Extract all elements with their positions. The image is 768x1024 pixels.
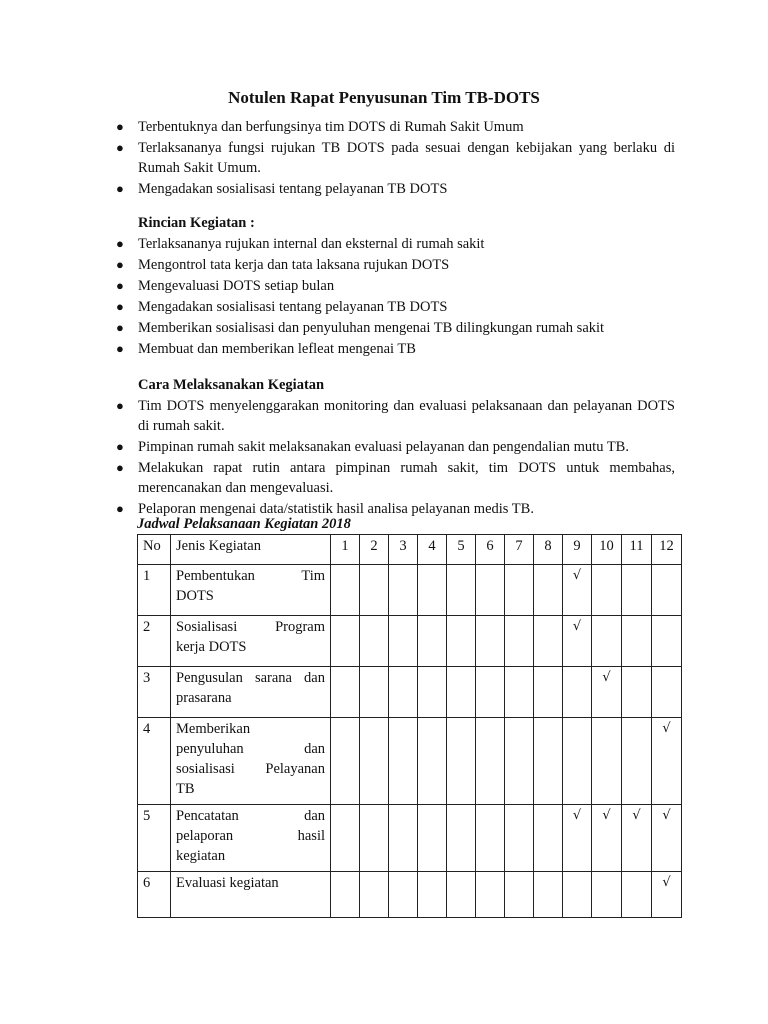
month-cell — [652, 667, 682, 718]
month-cell — [389, 616, 418, 667]
month-cell — [447, 667, 476, 718]
table-row — [138, 565, 682, 616]
month-cell — [592, 718, 622, 805]
row-number: 4 — [138, 718, 171, 805]
month-cell — [622, 718, 652, 805]
activity-name — [171, 872, 331, 918]
activity-name-line — [176, 617, 325, 637]
cara-list — [113, 396, 675, 520]
activity-name — [171, 667, 331, 718]
list-item: ● Terlaksananya fungsi rujukan TB DOTS pada sesuai dengan kebijakan yang berlaku di Rumah Sakit Umum. — [116, 140, 675, 176]
month-cell — [418, 805, 447, 872]
document-title: Notulen Rapat Penyusunan Tim TB-DOTS — [228, 88, 540, 107]
month-cell — [534, 805, 563, 872]
month-cell — [505, 616, 534, 667]
month-cell — [505, 805, 534, 872]
activity-name-word: pelaporan — [176, 828, 234, 844]
activity-name-word: Pengusulan — [176, 670, 243, 686]
schedule-body — [138, 535, 682, 918]
activity-name-line: Evaluasi kegiatan — [176, 875, 279, 891]
month-cell — [389, 718, 418, 805]
list-item: ● Mengadakan sosialisasi tentang pelayanan TB DOTS — [116, 181, 448, 197]
row-number: 5 — [138, 805, 171, 872]
month-cell — [447, 872, 476, 918]
month-cell — [534, 667, 563, 718]
month-cell — [360, 616, 389, 667]
table-row — [138, 718, 682, 805]
month-cell — [652, 872, 682, 918]
column-header-month: 10 — [592, 535, 622, 565]
rincian-heading: Rincian Kegiatan : — [138, 215, 255, 231]
activity-name-word: Pembentukan — [176, 568, 255, 584]
bullet-icon: ● — [116, 257, 124, 272]
list-item: ● Pimpinan rumah sakit melaksanakan evaluasi pelayanan dan pengendalian mutu TB. — [116, 439, 629, 455]
row-number: 1 — [138, 565, 171, 616]
month-cell — [447, 616, 476, 667]
bullet-icon: ● — [116, 460, 124, 475]
cara-heading: Cara Melaksanakan Kegiatan — [138, 377, 325, 393]
activity-name — [171, 565, 331, 616]
activity-name-word: dan — [304, 670, 325, 686]
month-cell — [331, 667, 360, 718]
activity-name-line: Memberikan — [176, 721, 251, 737]
list-item: ● Melakukan rapat rutin antara pimpinan rumah sakit, tim DOTS untuk membahas, merencanakan dan mengevaluasi. — [116, 460, 675, 496]
tujuan-list — [113, 117, 675, 200]
month-cell — [592, 616, 622, 667]
activity-name-line: kerja DOTS — [176, 639, 247, 655]
month-cell — [534, 718, 563, 805]
activity-name-text — [176, 617, 325, 637]
activity-name-word: penyuluhan — [176, 741, 244, 757]
activity-name-word: Program — [275, 619, 325, 635]
activity-name-line — [176, 566, 325, 586]
column-header-month: 4 — [418, 535, 447, 565]
bullet-icon: ● — [116, 299, 124, 314]
month-cell — [622, 872, 652, 918]
activity-name-word: Tim — [301, 568, 325, 584]
list-item: ● Terlaksananya rujukan internal dan eksternal di rumah sakit — [116, 236, 485, 252]
month-cell — [447, 718, 476, 805]
row-number: 2 — [138, 616, 171, 667]
check-icon: √ — [572, 619, 582, 634]
check-icon: √ — [602, 670, 611, 685]
jadwal-heading: Jadwal Pelaksanaan Kegiatan 2018 — [137, 516, 351, 532]
column-header-month: 11 — [622, 535, 652, 565]
row-number: 6 — [138, 872, 171, 918]
bullet-icon: ● — [116, 320, 124, 335]
activity-name-word: Pencatatan — [176, 808, 239, 824]
activity-name-line: TB — [176, 781, 195, 797]
month-cell — [563, 565, 592, 616]
month-cell — [592, 565, 622, 616]
month-cell — [476, 718, 505, 805]
activity-name-word: Sosialisasi — [176, 619, 238, 635]
activity-name-word: dan — [304, 808, 325, 824]
bullet-icon: ● — [116, 501, 124, 516]
month-cell — [418, 565, 447, 616]
month-cell — [476, 616, 505, 667]
table-row — [138, 872, 682, 918]
month-cell — [534, 872, 563, 918]
list-item: ● Memberikan sosialisasi dan penyuluhan mengenai TB dilingkungan rumah sakit — [116, 320, 605, 336]
activity-name-word: sosialisasi — [176, 761, 235, 777]
activity-name-text — [176, 739, 325, 759]
table-row — [138, 805, 682, 872]
month-cell — [505, 872, 534, 918]
activity-name — [171, 616, 331, 667]
check-icon: √ — [572, 808, 582, 823]
column-header-month: 1 — [331, 535, 360, 565]
month-cell — [563, 805, 592, 872]
month-cell — [389, 872, 418, 918]
activity-name-text — [176, 826, 325, 846]
month-cell — [652, 565, 682, 616]
activity-name-line: DOTS — [176, 588, 214, 604]
activity-name-word: hasil — [297, 828, 325, 844]
list-item: ● Tim DOTS menyelenggarakan monitoring dan evaluasi pelaksanaan dan pelayanan DOTS di rumah sakit. — [116, 398, 675, 434]
list-item: ● Terbentuknya dan berfungsinya tim DOTS di Rumah Sakit Umum — [116, 119, 524, 135]
check-icon: √ — [602, 808, 611, 823]
activity-name-line — [176, 739, 325, 759]
activity-name-line: prasarana — [176, 690, 232, 706]
row-number: 3 — [138, 667, 171, 718]
bullet-icon: ● — [116, 119, 124, 134]
column-header-month: 8 — [534, 535, 563, 565]
schedule-table — [137, 534, 682, 918]
column-header-month: 7 — [505, 535, 534, 565]
list-item: ● Pelaporan mengenai data/statistik hasil analisa pelayanan medis TB. — [116, 501, 534, 517]
activity-name-line — [176, 668, 325, 688]
month-cell — [331, 805, 360, 872]
month-cell — [622, 565, 652, 616]
bullet-icon: ● — [116, 140, 124, 155]
month-cell — [447, 805, 476, 872]
column-header-month: 12 — [652, 535, 682, 565]
month-cell — [418, 872, 447, 918]
activity-name-text — [176, 759, 325, 779]
month-cell — [563, 718, 592, 805]
month-cell — [331, 565, 360, 616]
table-header-row — [138, 535, 682, 565]
activity-name — [171, 805, 331, 872]
bullet-icon: ● — [116, 181, 124, 196]
month-cell — [389, 805, 418, 872]
month-cell — [622, 805, 652, 872]
month-cell — [563, 872, 592, 918]
month-cell — [360, 667, 389, 718]
table-row — [138, 616, 682, 667]
month-cell — [476, 872, 505, 918]
month-cell — [476, 667, 505, 718]
month-cell — [652, 805, 682, 872]
column-header-jenis: Jenis Kegiatan — [171, 535, 331, 565]
check-icon: √ — [662, 808, 671, 823]
column-header-month: 3 — [389, 535, 418, 565]
activity-name-text — [176, 806, 325, 826]
bullet-icon: ● — [116, 341, 124, 356]
month-cell — [389, 667, 418, 718]
list-item: ● Mengevaluasi DOTS setiap bulan — [116, 278, 335, 294]
month-cell — [505, 667, 534, 718]
month-cell — [534, 616, 563, 667]
month-cell — [360, 565, 389, 616]
month-cell — [592, 805, 622, 872]
month-cell — [622, 616, 652, 667]
month-cell — [534, 565, 563, 616]
check-icon: √ — [572, 568, 582, 583]
column-header-month: 9 — [563, 535, 592, 565]
activity-name-line — [176, 759, 325, 779]
bullet-icon: ● — [116, 278, 124, 293]
column-header-month: 5 — [447, 535, 476, 565]
month-cell — [389, 565, 418, 616]
month-cell — [331, 718, 360, 805]
activity-name-text — [176, 566, 325, 586]
month-cell — [563, 616, 592, 667]
month-cell — [652, 616, 682, 667]
month-cell — [505, 718, 534, 805]
check-icon: √ — [662, 721, 671, 736]
month-cell — [592, 667, 622, 718]
month-cell — [360, 872, 389, 918]
month-cell — [418, 616, 447, 667]
check-icon: √ — [632, 808, 641, 823]
rincian-list — [113, 234, 675, 360]
activity-name — [171, 718, 331, 805]
month-cell — [652, 718, 682, 805]
list-item: ● Membuat dan memberikan lefleat mengenai TB — [116, 341, 416, 357]
activity-name-line — [176, 806, 325, 826]
month-cell — [476, 805, 505, 872]
month-cell — [360, 718, 389, 805]
column-header-month: 6 — [476, 535, 505, 565]
month-cell — [622, 667, 652, 718]
activity-name-line: kegiatan — [176, 848, 226, 864]
month-cell — [418, 718, 447, 805]
bullet-icon: ● — [116, 236, 124, 251]
table-row — [138, 667, 682, 718]
activity-name-word: Pelayanan — [265, 761, 325, 777]
month-cell — [418, 667, 447, 718]
month-cell — [592, 872, 622, 918]
list-item: ● Mengontrol tata kerja dan tata laksana rujukan DOTS — [116, 257, 450, 273]
column-header-month: 2 — [360, 535, 389, 565]
month-cell — [331, 616, 360, 667]
month-cell — [447, 565, 476, 616]
list-item: ● Mengadakan sosialisasi tentang pelayanan TB DOTS — [116, 299, 448, 315]
activity-name-word: dan — [304, 741, 325, 757]
activity-name-line — [176, 826, 325, 846]
bullet-icon: ● — [116, 439, 124, 454]
month-cell — [360, 805, 389, 872]
month-cell — [331, 872, 360, 918]
bullet-icon: ● — [116, 398, 124, 413]
month-cell — [476, 565, 505, 616]
check-icon: √ — [662, 875, 671, 890]
column-header-no: No — [138, 535, 171, 565]
month-cell — [505, 565, 534, 616]
activity-name-word: sarana — [254, 670, 292, 686]
month-cell — [563, 667, 592, 718]
activity-name-text — [176, 668, 325, 688]
